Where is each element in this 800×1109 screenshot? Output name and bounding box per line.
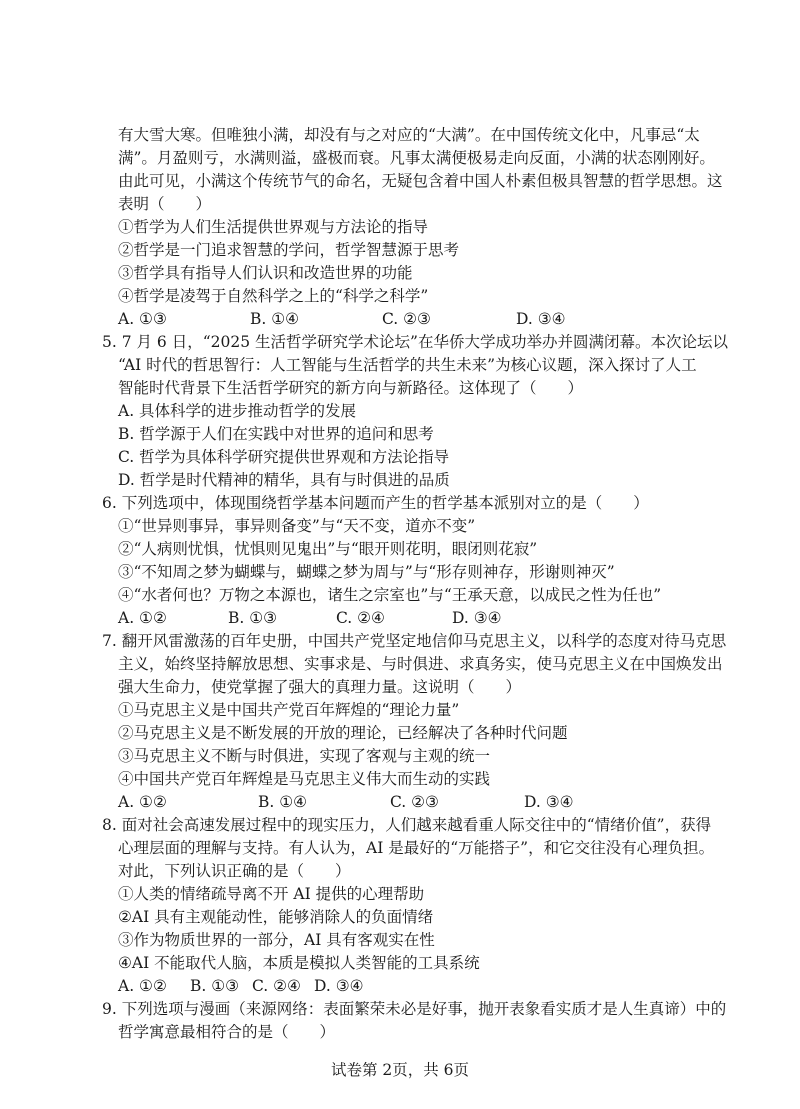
q7-item: ③马克思主义不断与时俱进，实现了客观与主观的统一 (118, 747, 491, 765)
q7-stem-line: 7. 翻开风雷激荡的百年史册，中国共产党坚定地信仰马克思主义，以科学的态度对待马克思 (102, 632, 727, 650)
q4-stem-line: 有大雪大寒。但唯独小满，却没有与之对应的“大满”。在中国传统文化中，凡事忌“太 (118, 126, 700, 144)
q4-stem-line: 表明（ ） (118, 195, 212, 213)
q8-option-c: C. ②④ (252, 977, 301, 995)
q5-option-b: B. 哲学源于人们在实践中对世界的追问和思考 (118, 425, 434, 443)
q8-option-a: A. ①② (118, 977, 167, 995)
q6-option-b: B. ①③ (228, 609, 278, 627)
q7-option-b: B. ①④ (258, 793, 308, 811)
q9-stem-line: 哲学寓意最相符合的是（ ） (118, 1023, 336, 1041)
q5-stem-line: “AI 时代的哲思智行：人工智能与生活哲学的共生未来”为核心议题，深入探讨了人工 (118, 356, 697, 374)
q5-stem-line: 5. 7 月 6 日，“2025 生活哲学研究学术论坛”在华侨大学成功举办并圆满闭幕。本次论坛以 (102, 333, 728, 351)
q8-stem-line: 8. 面对社会高速发展过程中的现实压力，人们越来越看重人际交往中的“情绪价值”，获得 (102, 816, 712, 834)
q6-item: ①“世异则事异，事异则备变”与“天不变，道亦不变” (118, 517, 476, 535)
q7-option-c: C. ②③ (390, 793, 439, 811)
q7-stem-line: 强大生命力，使党掌握了强大的真理力量。这说明（ ） (118, 678, 522, 696)
q8-item: ①人类的情绪疏导离不开 AI 提供的心理帮助 (118, 885, 425, 903)
q6-option-a: A. ①② (118, 609, 167, 627)
q5-option-d: D. 哲学是时代精神的精华，具有与时俱进的品质 (118, 471, 450, 489)
q4-item: ②哲学是一门追求智慧的学问，哲学智慧源于思考 (118, 241, 460, 259)
q5-stem-line: 智能时代背景下生活哲学研究的新方向与新路径。这体现了（ ） (118, 379, 584, 397)
q9-stem-line: 9. 下列选项与漫画（来源网络：表面繁荣未必是好事，抛开表象看实质才是人生真谛）中的 (102, 1000, 727, 1018)
q7-item: ①马克思主义是中国共产党百年辉煌的“理论力量” (118, 701, 460, 719)
q8-stem-line: 心理层面的理解与支持。有人认为，AI 是最好的“万能搭子”，和它交往没有心理负担。 (118, 839, 715, 857)
q4-option-a: A. ①③ (118, 310, 167, 328)
q4-item: ③哲学具有指导人们认识和改造世界的功能 (118, 264, 413, 282)
q7-item: ④中国共产党百年辉煌是马克思主义伟大而生动的实践 (118, 770, 491, 788)
q8-option-b: B. ①③ (190, 977, 240, 995)
q5-option-c: C. 哲学为具体科学研究提供世界观和方法论指导 (118, 448, 450, 466)
q7-option-d: D. ③④ (524, 793, 574, 811)
q5-option-a: A. 具体科学的进步推动哲学的发展 (118, 402, 357, 420)
q8-item: ③作为物质世界的一部分，AI 具有客观实在性 (118, 931, 435, 949)
q8-option-d: D. ③④ (314, 977, 364, 995)
q4-stem-line: 由此可见，小满这个传统节气的命名，无疑包含着中国人朴素但极具智慧的哲学思想。这 (118, 172, 723, 190)
q6-stem-line: 6. 下列选项中，体现围绕哲学基本问题而产生的哲学基本派别对立的是（ ） (102, 494, 649, 512)
q4-option-b: B. ①④ (250, 310, 300, 328)
q7-option-a: A. ①② (118, 793, 167, 811)
q4-item: ①哲学为人们生活提供世界观与方法论的指导 (118, 218, 429, 236)
q8-item: ②AI 具有主观能动性，能够消除人的负面情绪 (118, 908, 434, 926)
page-footer: 试卷第 2页，共 6页 (330, 1061, 470, 1079)
q6-option-d: D. ③④ (452, 609, 502, 627)
q8-stem-line: 对此，下列认识正确的是（ ） (118, 862, 351, 880)
q7-stem-line: 主义，始终坚持解放思想、实事求是、与时俱进、求真务实，使马克思主义在中国焕发出 (118, 655, 723, 673)
q6-item: ④“水者何也？万物之本源也，诸生之宗室也”与“王承天意，以成民之性为任也” (118, 586, 662, 604)
q4-option-d: D. ③④ (516, 310, 566, 328)
q4-item: ④哲学是凌驾于自然科学之上的“科学之科学” (118, 287, 429, 305)
q4-stem-line: 满”。月盈则亏，水满则溢，盛极而衰。凡事太满便极易走向反面，小满的状态刚刚好。 (118, 149, 715, 167)
q4-option-c: C. ②③ (382, 310, 431, 328)
q7-item: ②马克思主义是不断发展的开放的理论，已经解决了各种时代问题 (118, 724, 568, 742)
q6-option-c: C. ②④ (336, 609, 385, 627)
q6-item: ③“不知周之梦为蝴蝶与，蝴蝶之梦为周与”与“形存则神存，形谢则神灭” (118, 563, 615, 581)
q6-item: ②“人病则忧惧，忧惧则见鬼出”与“眼开则花明，眼闭则花寂” (118, 540, 538, 558)
q8-item: ④AI 不能取代人脑，本质是模拟人类智能的工具系统 (118, 954, 480, 972)
